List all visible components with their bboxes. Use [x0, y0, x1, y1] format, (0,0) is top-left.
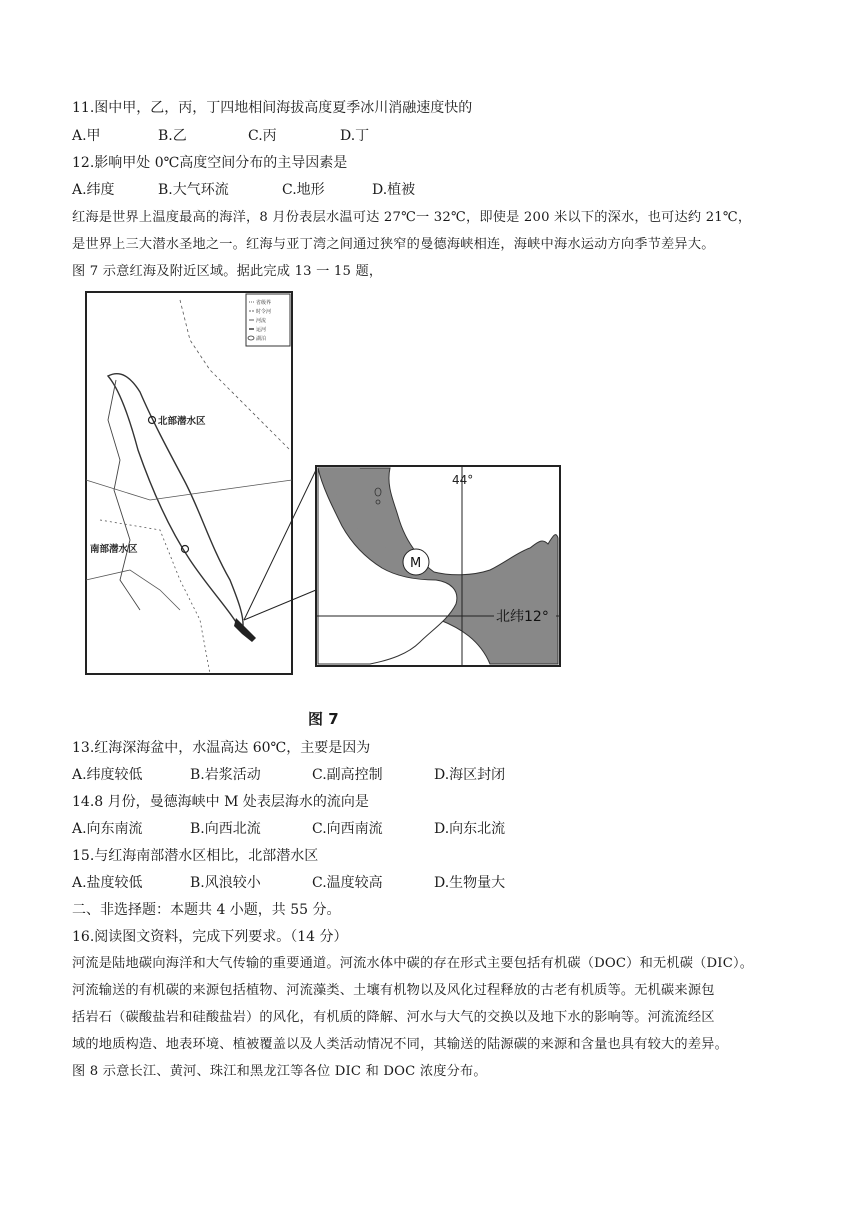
q16-line-4: 域的地质构造、地表环境、植被覆盖以及人类活动情况不同，其输送的陆源碳的来源和含量也具有较大的差异。 — [72, 1037, 728, 1052]
point-m-label: M — [410, 556, 422, 571]
legend-item-3: 河流 — [256, 318, 267, 324]
q16-passage — [72, 950, 802, 1085]
q14-options — [72, 819, 505, 839]
q13-option-b: B.岩浆活动 — [190, 767, 261, 783]
q15-option-a: A.盐度较低 — [72, 875, 143, 891]
figure-7-map — [60, 280, 580, 740]
q14-option-a: A.向东南流 — [72, 821, 143, 837]
q14-option-c: C.向西南流 — [312, 821, 383, 837]
q13-option-a: A.纬度较低 — [72, 767, 143, 783]
longitude-label: 44° — [452, 473, 474, 487]
q11-options — [72, 126, 369, 146]
q13-options — [72, 765, 505, 785]
q16-stem: 16.阅读图文资料，完成下列要求。（14 分） — [72, 929, 348, 945]
q15-stem: 15.与红海南部潜水区相比，北部潜水区 — [72, 848, 319, 864]
q13-stem: 13.红海深海盆中，水温高达 60℃，主要是因为 — [72, 740, 371, 756]
passage-line-1: 红海是世界上温度最高的海洋，8 月份表层水温可达 27℃一 32℃，即使是 200 米以下的深水，也可达约 21℃， — [72, 210, 752, 225]
legend-item-4: 运河 — [256, 327, 267, 333]
q15-option-b: B.风浪较小 — [190, 875, 261, 891]
q16-line-5: 图 8 示意长江、黄河、珠江和黑龙江等各位 DIC 和 DOC 浓度分布。 — [72, 1064, 487, 1079]
north-zone-label: 北部潜水区 — [158, 416, 206, 427]
passage-line-3: 图 7 示意红海及附近区域。据此完成 13 一 15 题， — [72, 264, 383, 279]
q15-option-c: C.温度较高 — [312, 875, 383, 891]
q15-option-d: D.生物量大 — [434, 875, 506, 891]
q15-options — [72, 873, 505, 893]
q16-line-2: 河流输送的有机碳的来源包括植物、河流藻类、土壤有机物以及风化过程释放的古老有机质等。无机碳来源包 — [72, 983, 715, 998]
passage-red-sea — [72, 204, 802, 285]
q12-option-a: A.纬度 — [72, 182, 115, 198]
q14-option-b: B.向西北流 — [190, 821, 261, 837]
q12-stem: 12.影响甲处 0℃高度空间分布的主导因素是 — [72, 155, 348, 171]
legend-item-2: 时令河 — [256, 309, 272, 315]
q12-options — [72, 180, 415, 200]
q14-option-d: D.向东北流 — [434, 821, 506, 837]
q13-option-c: C.副高控制 — [312, 767, 383, 783]
figure-caption: 图 7 — [308, 710, 339, 728]
legend-item-5: 湖泊 — [256, 336, 267, 342]
q12-option-b: B.大气环流 — [158, 182, 229, 198]
q13-option-d: D.海区封闭 — [434, 767, 506, 783]
q11-option-c: C.丙 — [248, 128, 277, 144]
section-2-heading: 二、非选择题：本题共 4 小题，共 55 分。 — [72, 902, 341, 918]
passage-line-2: 是世界上三大潜水圣地之一。红海与亚丁湾之间通过狭窄的曼德海峡相连，海峡中海水运动方向季节差异大。 — [72, 237, 715, 252]
q12-option-d: D.植被 — [372, 182, 416, 198]
q16-line-1: 河流是陆地碳向海洋和大气传输的重要通道。河流水体中碳的存在形式主要包括有机碳（DOC）和无机碳（DIC）。 — [72, 956, 754, 971]
q11-option-b: B.乙 — [158, 128, 187, 144]
main-map-frame — [86, 292, 292, 674]
q11-option-d: D.丁 — [340, 128, 370, 144]
q11-option-a: A.甲 — [72, 128, 101, 144]
q16-line-3: 括岩石（碳酸盐岩和硅酸盐岩）的风化，有机质的降解、河水与大气的交换以及地下水的影响等。河流流经区 — [72, 1010, 715, 1025]
legend-item-1: 省级界 — [256, 300, 272, 306]
latitude-label: 北纬12° — [496, 609, 549, 625]
south-zone-label: 南部潜水区 — [90, 544, 138, 555]
q14-stem: 14.8 月份，曼德海峡中 M 处表层海水的流向是 — [72, 794, 369, 810]
q11-stem: 11.图中甲，乙，丙，丁四地相间海拔高度夏季冰川消融速度快的 — [72, 100, 473, 116]
q12-option-c: C.地形 — [282, 182, 325, 198]
